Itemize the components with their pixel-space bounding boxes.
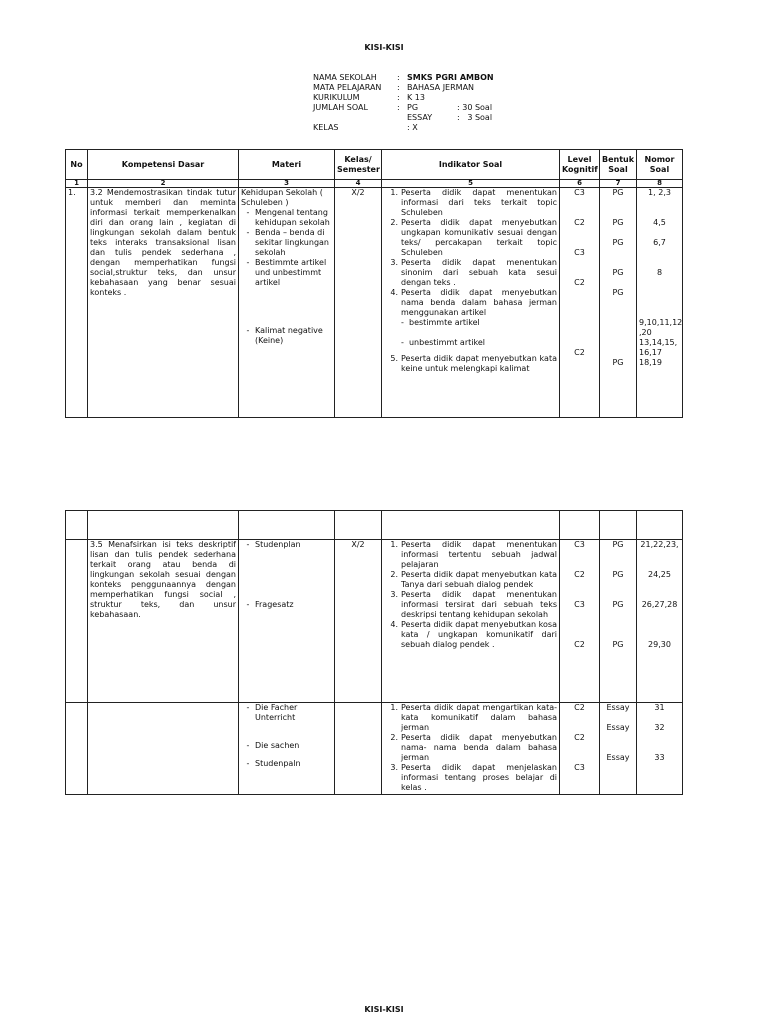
table-row — [66, 540, 683, 703]
bentuk-cell — [600, 540, 637, 703]
header-nomor: Nomor Soal — [637, 150, 683, 180]
bentuk-value: PG — [612, 570, 624, 579]
school-name: SMKS PGRI AMBON — [407, 73, 494, 82]
bentuk-value: PG — [612, 218, 624, 227]
indikator-number: 2. — [390, 570, 398, 579]
indikator-number: 2. — [390, 733, 398, 742]
essay-label: ESSAY — [407, 113, 433, 122]
nomor-cell — [637, 188, 683, 418]
curriculum-value: K 13 — [407, 93, 425, 102]
bentuk-value: Essay — [606, 723, 630, 732]
indikator-text: Peserta didik dapat menentukan informasi tersirat dari sebuah teks deskripsi tentang kehidupan sekolah — [401, 590, 557, 619]
indikator-number: 1. — [390, 703, 398, 712]
nomor-value: 8 — [656, 268, 663, 277]
nomor-value: 33 — [654, 753, 665, 762]
header-materi: Materi — [239, 150, 335, 180]
level-value: C3 — [574, 600, 585, 609]
materi-cell: Kehidupan Sekolah ( Schuleben ) - Mengenal tentang kehidupan sekolah - Benda – benda di sekitar lingkungan sekolah - Bestimmte artikel und unbestimmt artikel - Kalimat negative (Keine) — [239, 188, 335, 418]
level-value: C2 — [574, 640, 585, 649]
level-value: C2 — [574, 278, 585, 287]
row-no: 1. — [66, 188, 88, 418]
indikator-text: Peserta didik dapat menentukan informasi tertentu sebuah jadwal pelajaran — [401, 540, 557, 569]
materi-item: Studenpaln — [255, 759, 301, 768]
nomor-value: 16,17 — [639, 348, 662, 357]
essay-count: : 3 Soal — [457, 113, 493, 122]
kelas-semester: X/2 — [335, 540, 382, 703]
col-number: 2 — [88, 180, 239, 188]
nomor-value: 6,7 — [653, 238, 666, 247]
bentuk-value: PG — [612, 288, 624, 297]
col-number: 4 — [335, 180, 382, 188]
bentuk-value: PG — [612, 238, 624, 247]
indikator-number: 5. — [390, 354, 398, 363]
level-value: C3 — [574, 763, 585, 772]
col-number: 3 — [239, 180, 335, 188]
nomor-value: 31 — [654, 703, 665, 712]
indikator-text: Peserta didik dapat menyebutkan nama- nama benda dalam bahasa jerman — [401, 733, 557, 762]
header-indikator: Indikator Soal — [382, 150, 560, 180]
materi-item: Mengenal tentang kehidupan sekolah — [255, 208, 330, 227]
nomor-value: ,20 — [639, 328, 652, 337]
indikator-text: Peserta didik dapat menjelaskan informasi tentang proses belajar di kelas . — [401, 763, 557, 792]
level-value: C2 — [574, 733, 585, 742]
bentuk-value: PG — [612, 600, 624, 609]
materi-heading: Kehidupan Sekolah ( Schuleben ) — [241, 188, 323, 207]
indikator-subitem: bestimmte artikel — [408, 318, 480, 327]
bentuk-cell — [600, 703, 637, 795]
materi-item: Bestimmte artikel und unbestimmt artikel — [255, 258, 327, 287]
bentuk-value: Essay — [606, 703, 630, 712]
level-cell — [560, 703, 600, 795]
indikator-number: 4. — [390, 288, 398, 297]
class-value: : X — [407, 123, 418, 132]
nomor-value: 29,30 — [648, 640, 671, 649]
indikator-text: Peserta didik dapat menentukan sinonim dari sebuah kata sesui dengan teks . — [401, 258, 557, 287]
nomor-value: 24,25 — [648, 570, 671, 579]
meta-label: KELAS — [313, 123, 339, 132]
header-kompetensi: Kompetensi Dasar — [88, 150, 239, 180]
materi-item: Fragesatz — [255, 600, 294, 609]
level-value: C3 — [574, 540, 585, 549]
header-no: No — [66, 150, 88, 180]
indikator-text: Peserta didik dapat menyebutkan ungkapan komunikativ sesuai dengan teks/ percakapan terkait topic Schuleben — [401, 218, 557, 257]
level-value: C3 — [574, 188, 585, 197]
meta-label: JUMLAH SOAL — [313, 103, 368, 112]
col-number: 1 — [66, 180, 88, 188]
col-number: 6 — [560, 180, 600, 188]
bentuk-value: PG — [612, 268, 624, 277]
level-cell — [560, 188, 600, 418]
indikator-number: 3. — [390, 590, 398, 599]
indikator-number: 4. — [390, 620, 398, 629]
indikator-cell — [382, 703, 560, 795]
indikator-text: Peserta didik dapat menyebutkan kosa kata / ungkapan komunikatif dari sebuah dialog pendek . — [401, 620, 557, 649]
level-value: C3 — [574, 248, 585, 257]
indikator-number: 1. — [390, 188, 398, 197]
header-kelas: Kelas/ Semester — [335, 150, 382, 180]
indikator-number: 3. — [390, 763, 398, 772]
indikator-text: Peserta didik dapat mengartikan kata- kata komunikatif dalam bahasa jerman — [401, 703, 557, 732]
materi-item: Benda – benda di sekitar lingkungan sekolah — [255, 228, 329, 257]
page-title-next: KISI-KISI — [364, 1005, 404, 1014]
kisi-table-1 — [65, 149, 683, 418]
nomor-value: 1, 2,3 — [648, 188, 671, 197]
bentuk-value: PG — [612, 358, 624, 367]
bentuk-value: PG — [612, 640, 624, 649]
materi-item: Studenplan — [255, 540, 301, 549]
bentuk-value: PG — [612, 540, 624, 549]
indikator-number: 2. — [390, 218, 398, 227]
level-value: C2 — [574, 348, 585, 357]
indikator-cell: 1. Peserta didik dapat menentukan informasi dari teks terkait topic Schuleben 2. Peserta didik dapat menyebutkan ungkapan komunikativ sesuai dengan teks/ percakapan terkait topic Schuleben 3. Peserta didik dapat menentukan sinonim dari sebuah kata sesui dengan teks . 4. Peserta didik dapat menyebutkan nama benda dalam bahasa jerman menggunakan artikel - bestimmte artikel - unbestimmt artikel 5. Peserta didik dapat menyebutkan kata keine untuk melengkapi kalimat — [382, 188, 560, 418]
indikator-text: Peserta didik dapat menyebutkan nama benda dalam bahasa jerman menggunakan artikel — [401, 288, 557, 317]
kelas-semester: X/2 — [335, 188, 382, 418]
kompetensi-dasar: 3.5 Menafsirkan isi teks deskriptif lisan dan tulis pendek sederhana terkait orang atau benda di lingkungan sekolah sesuai dengan konteks penggunaannya dengan memperhatikan fungsi social , struktur teks, dan unsur kebahasaan. — [88, 540, 239, 703]
kisi-table-2 — [65, 510, 683, 795]
materi-cell: - Studenplan - Fragesatz — [239, 540, 335, 703]
header-level: Level Kognitif — [560, 150, 600, 180]
nomor-value: 4,5 — [653, 218, 666, 227]
indikator-number: 3. — [390, 258, 398, 267]
header-bentuk: Bentuk Soal — [600, 150, 637, 180]
table-row — [66, 188, 683, 418]
table-row — [66, 703, 683, 795]
nomor-cell — [637, 540, 683, 703]
pg-count: : 30 Soal — [457, 103, 493, 112]
page-title: KISI-KISI — [364, 43, 404, 52]
col-number: 5 — [382, 180, 560, 188]
level-value: C2 — [574, 218, 585, 227]
kompetensi-dasar: 3.2 Mendemostrasikan tindak tutur untuk memberi dan meminta informasi terkait memperkenalkan diri dan orang lain , kegiatan di lingkungan sekolah dalam bentuk teks interaks transaksional lisan dan tulis pendek sederhana , dengan memperhatikan fungsi social,struktur teks, dan unsur kebahasaan yang benar sesuai konteks . — [88, 188, 239, 418]
meta-label: NAMA SEKOLAH — [313, 73, 377, 82]
pg-label: PG — [407, 103, 419, 112]
subject-name: BAHASA JERMAN — [407, 83, 475, 92]
document-meta: NAMA SEKOLAH : SMKS PGRI AMBON MATA PELAJARAN : BAHASA JERMAN KURIKULUM : K 13 JUMLAH SOAL : PG : 30 Soal ESSAY : 3 Soal KELAS : X — [313, 73, 494, 132]
indikator-number: 1. — [390, 540, 398, 549]
meta-label: MATA PELAJARAN — [313, 83, 382, 92]
nomor-value: 18,19 — [639, 358, 662, 367]
nomor-value: 9,10,11,12 — [639, 318, 683, 327]
materi-cell: - Die Facher Unterricht - Die sachen - Studenpaln — [239, 703, 335, 795]
level-value: C2 — [574, 570, 585, 579]
level-value: C2 — [574, 703, 585, 712]
bentuk-cell — [600, 188, 637, 418]
indikator-text: Peserta didik dapat menyebutkan kata keine untuk melengkapi kalimat — [401, 354, 557, 373]
nomor-value: 32 — [654, 723, 665, 732]
nomor-cell — [637, 703, 683, 795]
materi-item: Kalimat negative (Keine) — [255, 326, 323, 345]
materi-item: Die sachen — [255, 741, 300, 750]
bentuk-value: Essay — [606, 753, 630, 762]
nomor-value: 13,14,15, — [639, 338, 678, 347]
indikator-text: Peserta didik dapat menyebutkan kata Tanya dari sebuah dialog pendek — [401, 570, 557, 589]
blank-header-row — [66, 511, 683, 540]
materi-item: Die Facher Unterricht — [255, 703, 298, 722]
nomor-value: 26,27,28 — [641, 600, 678, 609]
indikator-subitem: unbestimmt artikel — [408, 338, 485, 347]
meta-label: KURIKULUM — [313, 93, 360, 102]
nomor-value: 21,22,23, — [640, 540, 679, 549]
bentuk-value: PG — [612, 188, 624, 197]
col-number: 8 — [637, 180, 683, 188]
col-number: 7 — [600, 180, 637, 188]
level-cell — [560, 540, 600, 703]
indikator-cell — [382, 540, 560, 703]
indikator-text: Peserta didik dapat menentukan informasi dari teks terkait topic Schuleben — [401, 188, 557, 217]
